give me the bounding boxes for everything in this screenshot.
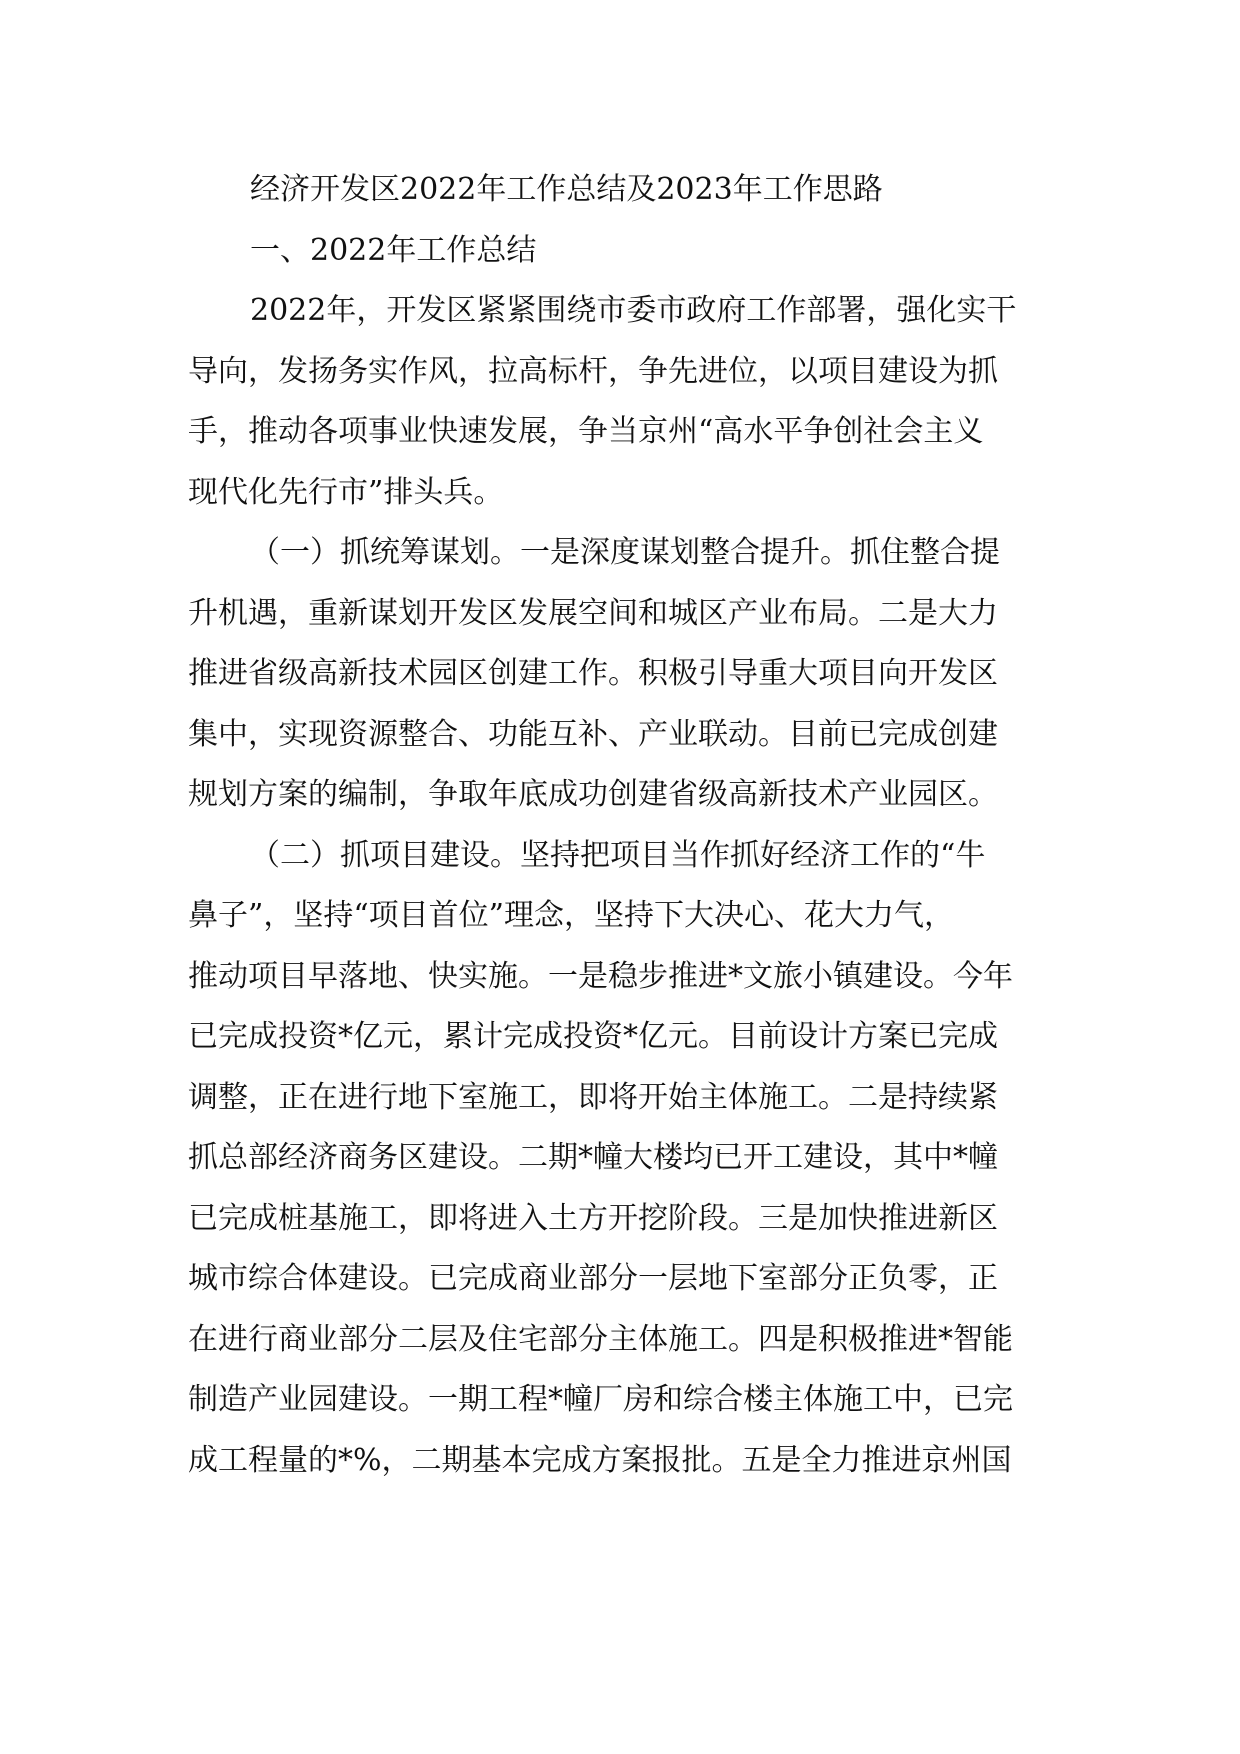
document-title: 经济开发区2022年工作总结及2023年工作思路 [250,172,883,207]
paragraph-line: 调整，正在进行地下室施工，即将开始主体施工。二是持续紧 [188,1080,998,1115]
paragraph-line: （一）抓统筹谋划。一是深度谋划整合提升。抓住整合提 [250,535,1000,570]
paragraph-line: 抓总部经济商务区建设。二期*幢大楼均已开工建设，其中*幢 [188,1140,998,1175]
paragraph-line: （二）抓项目建设。坚持把项目当作抓好经济工作的“牛 [250,838,986,873]
paragraph-line: 制造产业园建设。一期工程*幢厂房和综合楼主体施工中，已完 [188,1382,1013,1417]
paragraph-line: 手，推动各项事业快速发展，争当京州“高水平争创社会主义 [188,414,984,449]
paragraph-line: 集中，实现资源整合、功能互补、产业联动。目前已完成创建 [188,717,998,752]
paragraph-line: 在进行商业部分二层及住宅部分主体施工。四是积极推进*智能 [188,1322,1013,1357]
section-heading: 一、2022年工作总结 [250,233,537,268]
paragraph-line: 2022年，开发区紧紧围绕市委市政府工作部署，强化实干 [250,293,1017,328]
paragraph-line: 升机遇，重新谋划开发区发展空间和城区产业布局。二是大力 [188,596,998,631]
paragraph-line: 推动项目早落地、快实施。一是稳步推进*文旅小镇建设。今年 [188,959,1013,994]
paragraph-line: 鼻子”，坚持“项目首位”理念，坚持下大决心、花大力气， [188,898,955,933]
paragraph-line: 规划方案的编制，争取年底成功创建省级高新技术产业园区。 [188,777,998,812]
paragraph-line: 成工程量的*%，二期基本完成方案报批。五是全力推进京州国 [188,1443,1012,1478]
paragraph-line: 导向，发扬务实作风，拉高标杆，争先进位，以项目建设为抓 [188,354,998,389]
paragraph-line: 城市综合体建设。已完成商业部分一层地下室部分正负零，正 [188,1261,998,1296]
paragraph-line: 现代化先行市”排头兵。 [188,475,504,510]
paragraph-line: 已完成投资*亿元，累计完成投资*亿元。目前设计方案已完成 [188,1019,998,1054]
paragraph-line: 推进省级高新技术园区创建工作。积极引导重大项目向开发区 [188,656,998,691]
paragraph-line: 已完成桩基施工，即将进入土方开挖阶段。三是加快推进新区 [188,1201,998,1236]
